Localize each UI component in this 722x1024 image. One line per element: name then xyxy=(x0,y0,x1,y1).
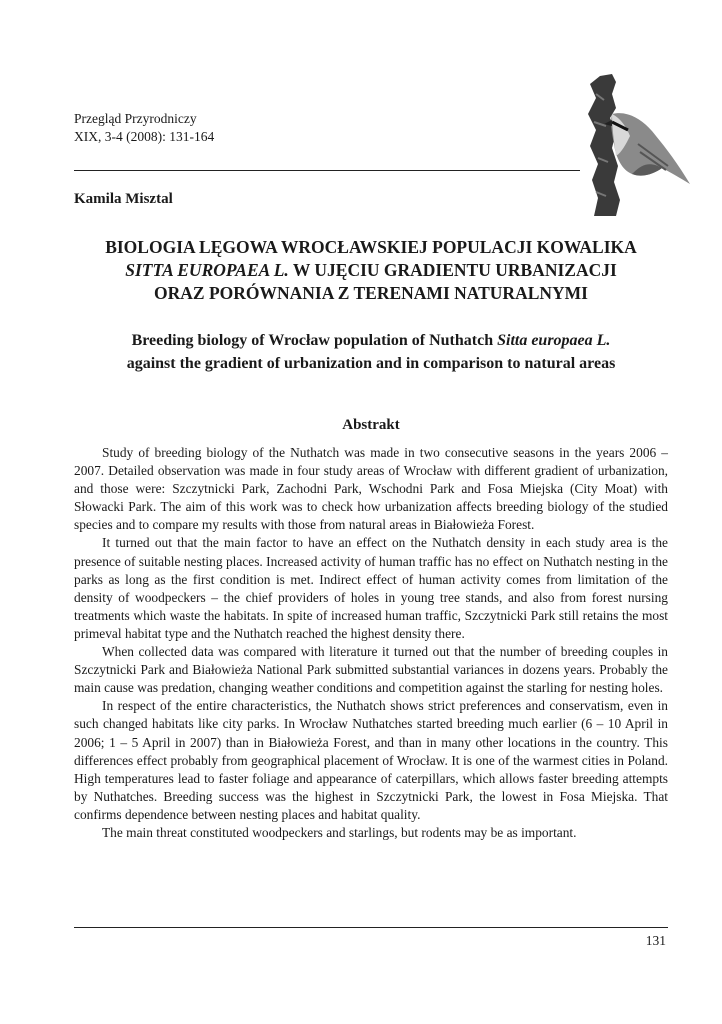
abstract-paragraph: When collected data was compared with literature it turned out that the number of breeding couples in Szczytnicki Park and Białowieża National Park submitted substantial variances in dozens years. Probably the main cause was predation, changing weather conditions and competition against the starling for nesting holes. xyxy=(74,644,668,696)
nuthatch-bird-icon xyxy=(582,74,692,216)
page-number: 131 xyxy=(645,933,666,948)
title-en-line-2: against the gradient of urbanization and in comparison to natural areas xyxy=(126,355,616,372)
author-name: Kamila Misztal xyxy=(74,191,173,207)
footer-rule xyxy=(74,927,668,928)
abstract-paragraph: Study of breeding biology of the Nuthatch was made in two consecutive seasons in the years 2006 – 2007. Detailed observation was made in four study areas of Wrocław with different gradient of urbanization, and those were: Szczytnicki Park, Zachodni Park, Wschodni Park and Fosa Miejska (City Moat) with Słowacki Park. The aim of this work was to check how urbanization affects breeding biology of the studied species and to compare my results with those from natural areas in Białowieża Forest. xyxy=(74,445,668,533)
article-title-english xyxy=(74,329,668,375)
abstract-paragraph: In respect of the entire characteristics, the Nuthatch shows strict preferences and conservatism, even in such changed habitats like city parks. In Wrocław Nuthatches started breeding much earlier (6 – 10 April in 2006; 1 – 5 April in 2007) than in Białowieża Forest, and than in many other locations in the country. This differences effect probably from geographical placement of Wrocław. It is one of the warmest cities in Poland. High temperatures lead to faster foliage and appearance of caterpillars, which allows faster breeding attempts by Nuthatches. Breeding success was the highest in Szczytnicki Park, the lowest in Fosa Miejska. That confirms dependence between nesting places and habitat quality. xyxy=(74,698,668,822)
abstract-paragraph: It turned out that the main factor to have an effect on the Nuthatch density in each study area is the presence of suitable nesting places. Increased activity of human traffic has no effect on Nuthatch nesting in the parks as long as the first condition is met. Indirect effect of human activity comes from limitation of the density of woodpeckers – the chief providers of holes in young tree stands, and also from forest nursing treatments which waste the habitats. In spite of increased human traffic, Szczytnicki Park still retains the most primeval habitat type and the Nuthatch reached the highest density there. xyxy=(74,535,668,641)
title-pl-line-2-rest: W UJĘCIU GRADIENTU URBANIZACJI xyxy=(288,260,617,280)
journal-name: Przegląd Przyrodniczy xyxy=(74,111,197,126)
title-pl-line-3: ORAZ PORÓWNANIA Z TERENAMI NATURALNYMI xyxy=(154,283,588,303)
abstract-paragraph: The main threat constituted woodpeckers and starlings, but rodents may be as important. xyxy=(102,824,577,840)
title-pl-line-1: BIOLOGIA LĘGOWA WROCŁAWSKIEJ POPULACJI KOWALIKA xyxy=(105,237,637,257)
article-title-polish xyxy=(74,236,668,305)
journal-issue: XIX, 3-4 (2008): 131-164 xyxy=(74,129,215,144)
abstract-body xyxy=(74,444,668,842)
species-name-en: Sitta europaea L. xyxy=(497,332,611,349)
species-name: SITTA EUROPAEA L. xyxy=(125,260,289,280)
title-en-line-1-start: Breeding biology of Wrocław population of Nuthatch xyxy=(131,332,498,349)
title-en-line-1 xyxy=(74,329,668,352)
journal-header xyxy=(74,110,214,146)
header-rule xyxy=(74,170,580,171)
abstract-heading: Abstrakt xyxy=(342,417,400,433)
title-pl-line-2 xyxy=(74,259,668,282)
